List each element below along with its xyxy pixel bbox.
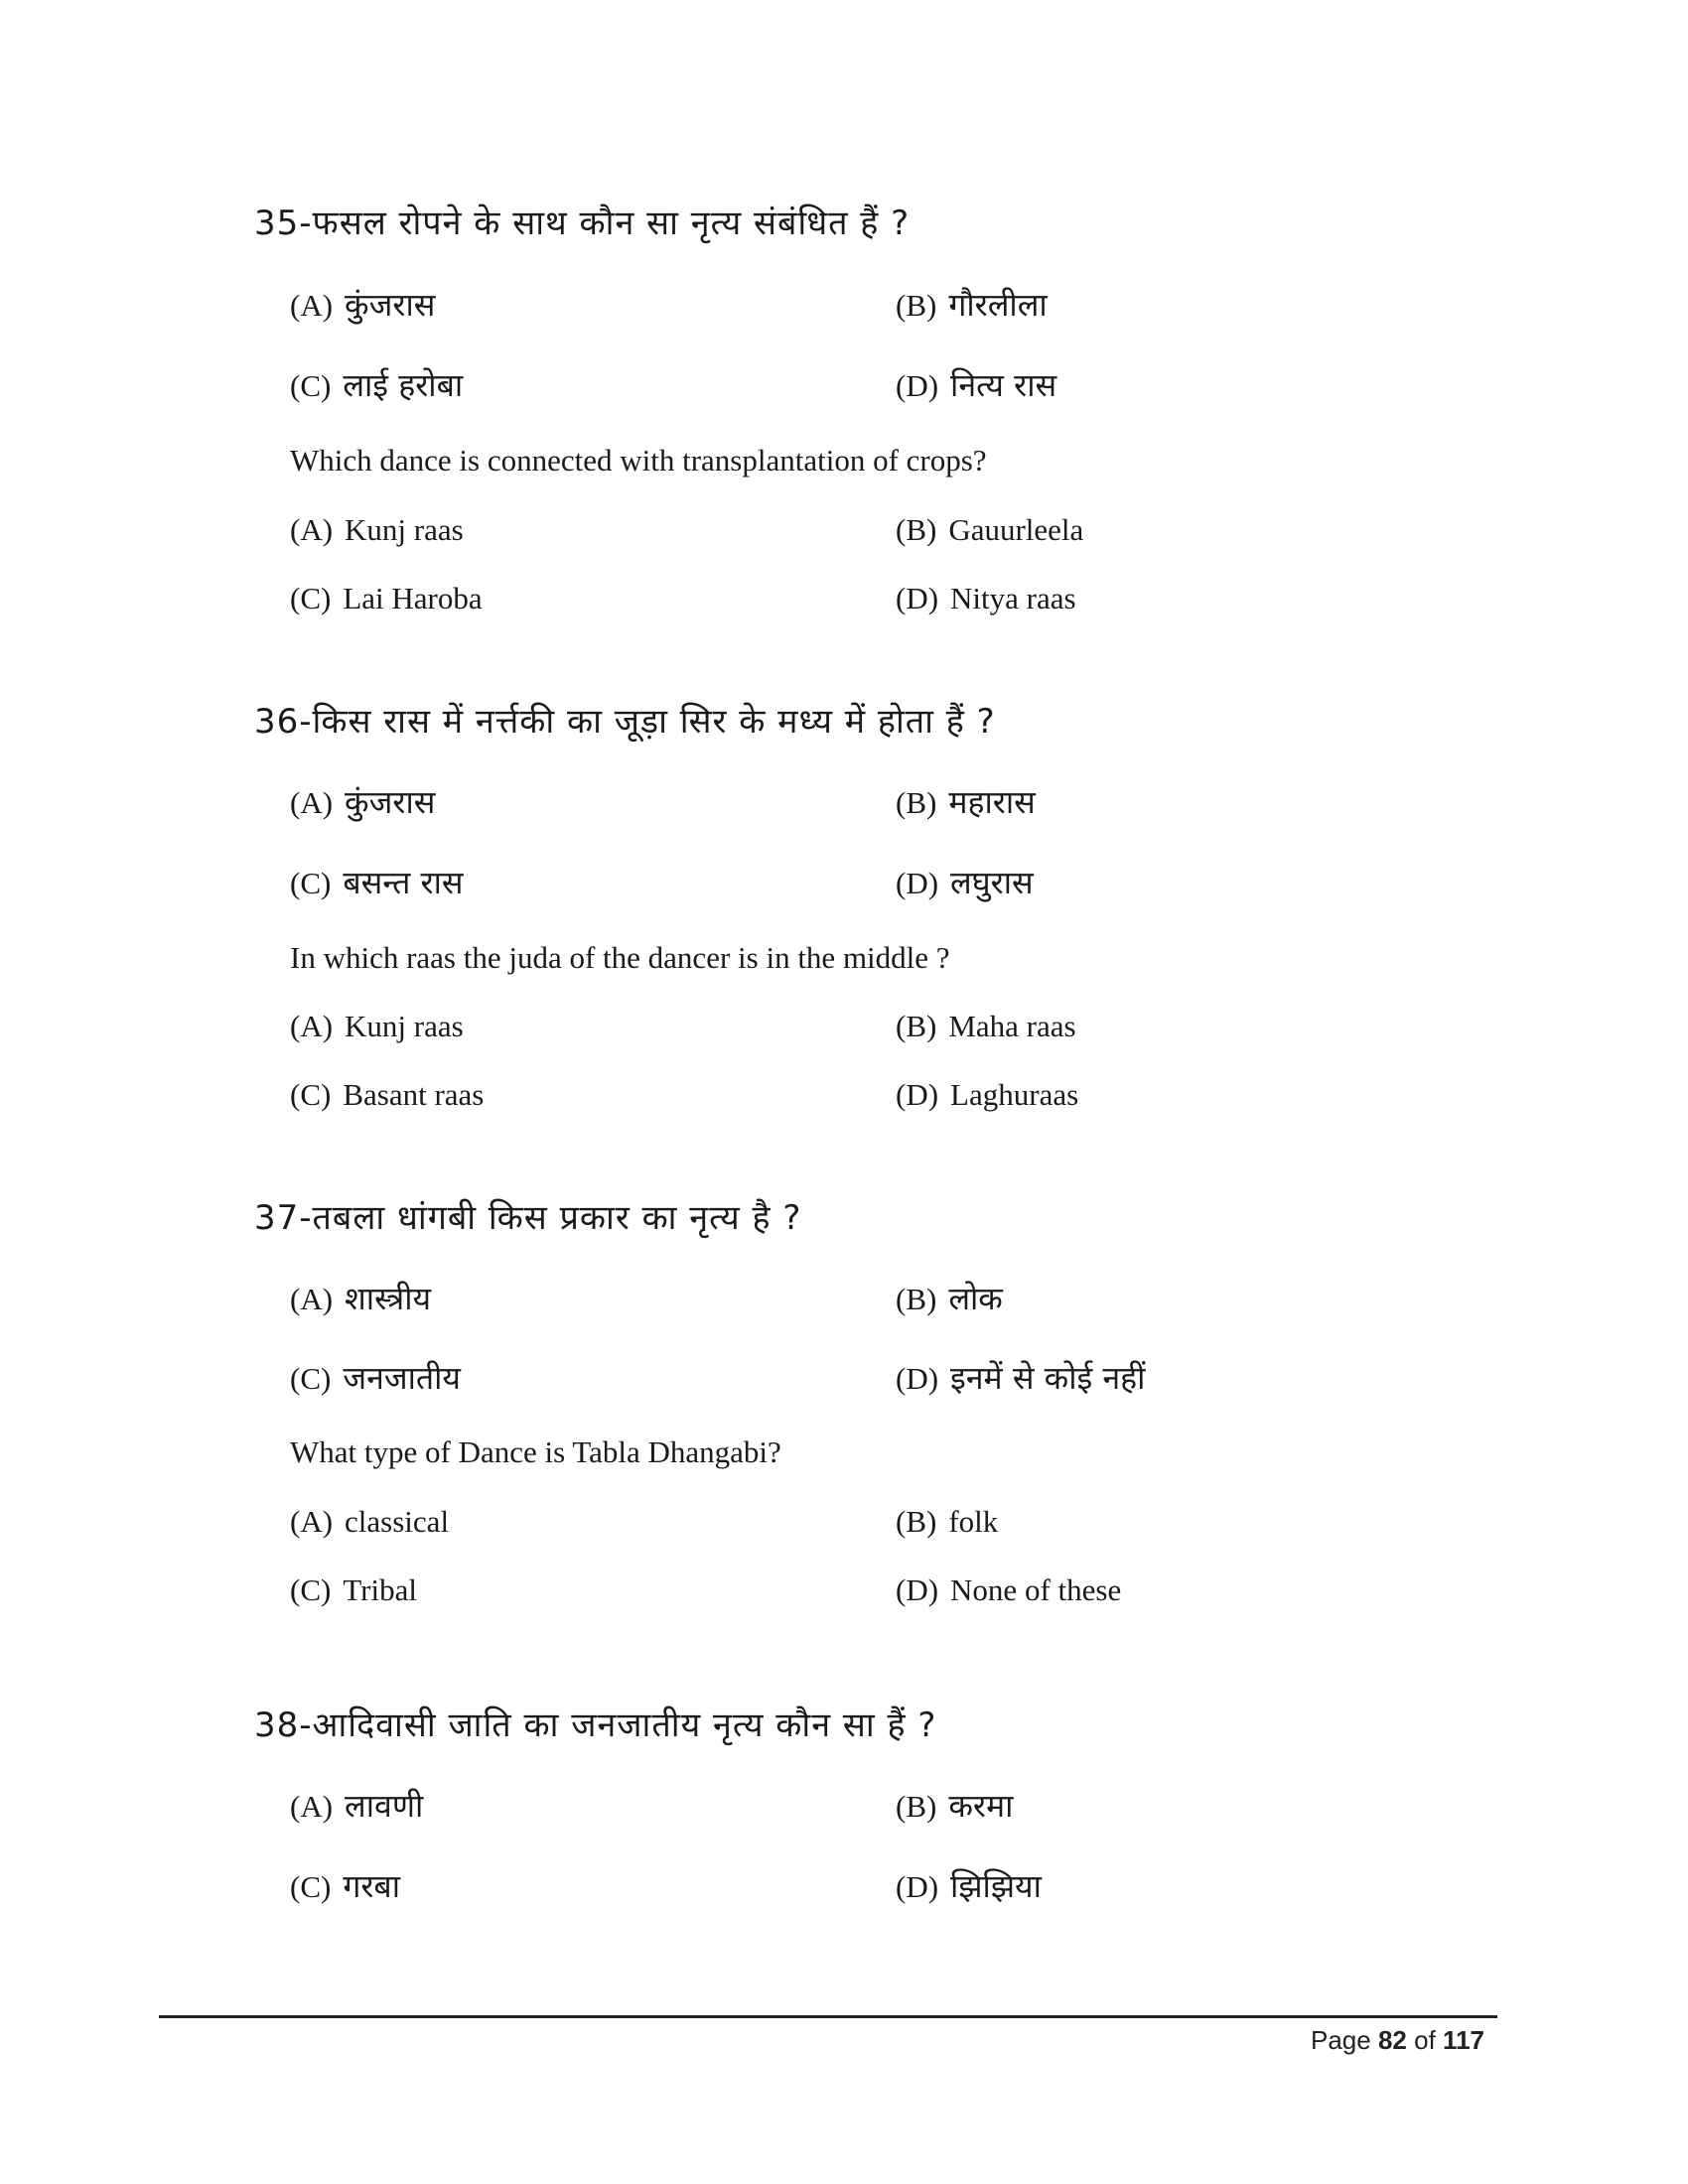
q38-hindi-option-a: (A) लावणी xyxy=(290,1787,424,1825)
q35-english-option-a: (A) Kunj raas xyxy=(290,512,464,547)
q35-english-option-c: (C) Lai Haroba xyxy=(290,581,483,615)
q36-english-option-b: (B) Maha raas xyxy=(896,1009,1076,1043)
page-footer xyxy=(1311,2025,1484,2056)
question-36-english: In which raas the juda of the dancer is in the middle ? xyxy=(290,940,950,975)
q35-english-option-d: (D) Nitya raas xyxy=(896,581,1076,615)
total-pages-number: 117 xyxy=(1443,2025,1484,2055)
q37-english-option-b: (B) folk xyxy=(896,1504,999,1539)
q36-english-option-d: (D) Laghuraas xyxy=(896,1077,1079,1112)
of-word: of xyxy=(1414,2025,1436,2055)
q35-hindi-option-c: (C) लाई हरोबा xyxy=(290,366,464,404)
footer-divider xyxy=(159,2015,1497,2018)
q37-hindi-option-d: (D) इनमें से कोई नहीं xyxy=(896,1359,1146,1397)
q35-english-option-b: (B) Gauurleela xyxy=(896,512,1084,547)
q37-english-option-a: (A) classical xyxy=(290,1504,450,1539)
page-word: Page xyxy=(1311,2025,1371,2055)
q36-english-option-c: (C) Basant raas xyxy=(290,1077,485,1112)
q38-hindi-option-b: (B) करमा xyxy=(896,1787,1014,1825)
q37-hindi-option-a: (A) शास्त्रीय xyxy=(290,1280,432,1317)
q38-hindi-option-c: (C) गरबा xyxy=(290,1867,400,1905)
q36-hindi-option-c: (C) बसन्त रास xyxy=(290,864,464,901)
question-36-hindi: 36-किस रास में नर्त्तकी का जूड़ा सिर के मध्य में होता हैं ? xyxy=(254,702,996,742)
q37-hindi-option-c: (C) जनजातीय xyxy=(290,1359,461,1397)
q35-hindi-option-a: (A) कुंजरास xyxy=(290,286,436,324)
question-38-hindi: 38-आदिवासी जाति का जनजातीय नृत्य कौन सा हैं ? xyxy=(254,1706,937,1745)
q35-hindi-option-d: (D) नित्य रास xyxy=(896,366,1057,404)
question-37-hindi: 37-तबला धांगबी किस प्रकार का नृत्य है ? xyxy=(254,1198,802,1238)
q38-hindi-option-d: (D) झिझिया xyxy=(896,1867,1042,1905)
q37-hindi-option-b: (B) लोक xyxy=(896,1280,1003,1317)
q36-hindi-option-a: (A) कुंजरास xyxy=(290,783,436,821)
question-35-english: Which dance is connected with transplantation of crops? xyxy=(290,443,987,478)
question-37-english: What type of Dance is Tabla Dhangabi? xyxy=(290,1434,781,1469)
q36-english-option-a: (A) Kunj raas xyxy=(290,1009,464,1043)
question-35-hindi: 35-फसल रोपने के साथ कौन सा नृत्य संबंधित हैं ? xyxy=(254,204,911,243)
q35-hindi-option-b: (B) गौरलीला xyxy=(896,286,1048,324)
q36-hindi-option-b: (B) महारास xyxy=(896,783,1036,821)
current-page-number: 82 xyxy=(1377,2025,1407,2055)
q37-english-option-c: (C) Tribal xyxy=(290,1572,417,1607)
q37-english-option-d: (D) None of these xyxy=(896,1572,1122,1607)
q36-hindi-option-d: (D) लघुरास xyxy=(896,864,1034,901)
